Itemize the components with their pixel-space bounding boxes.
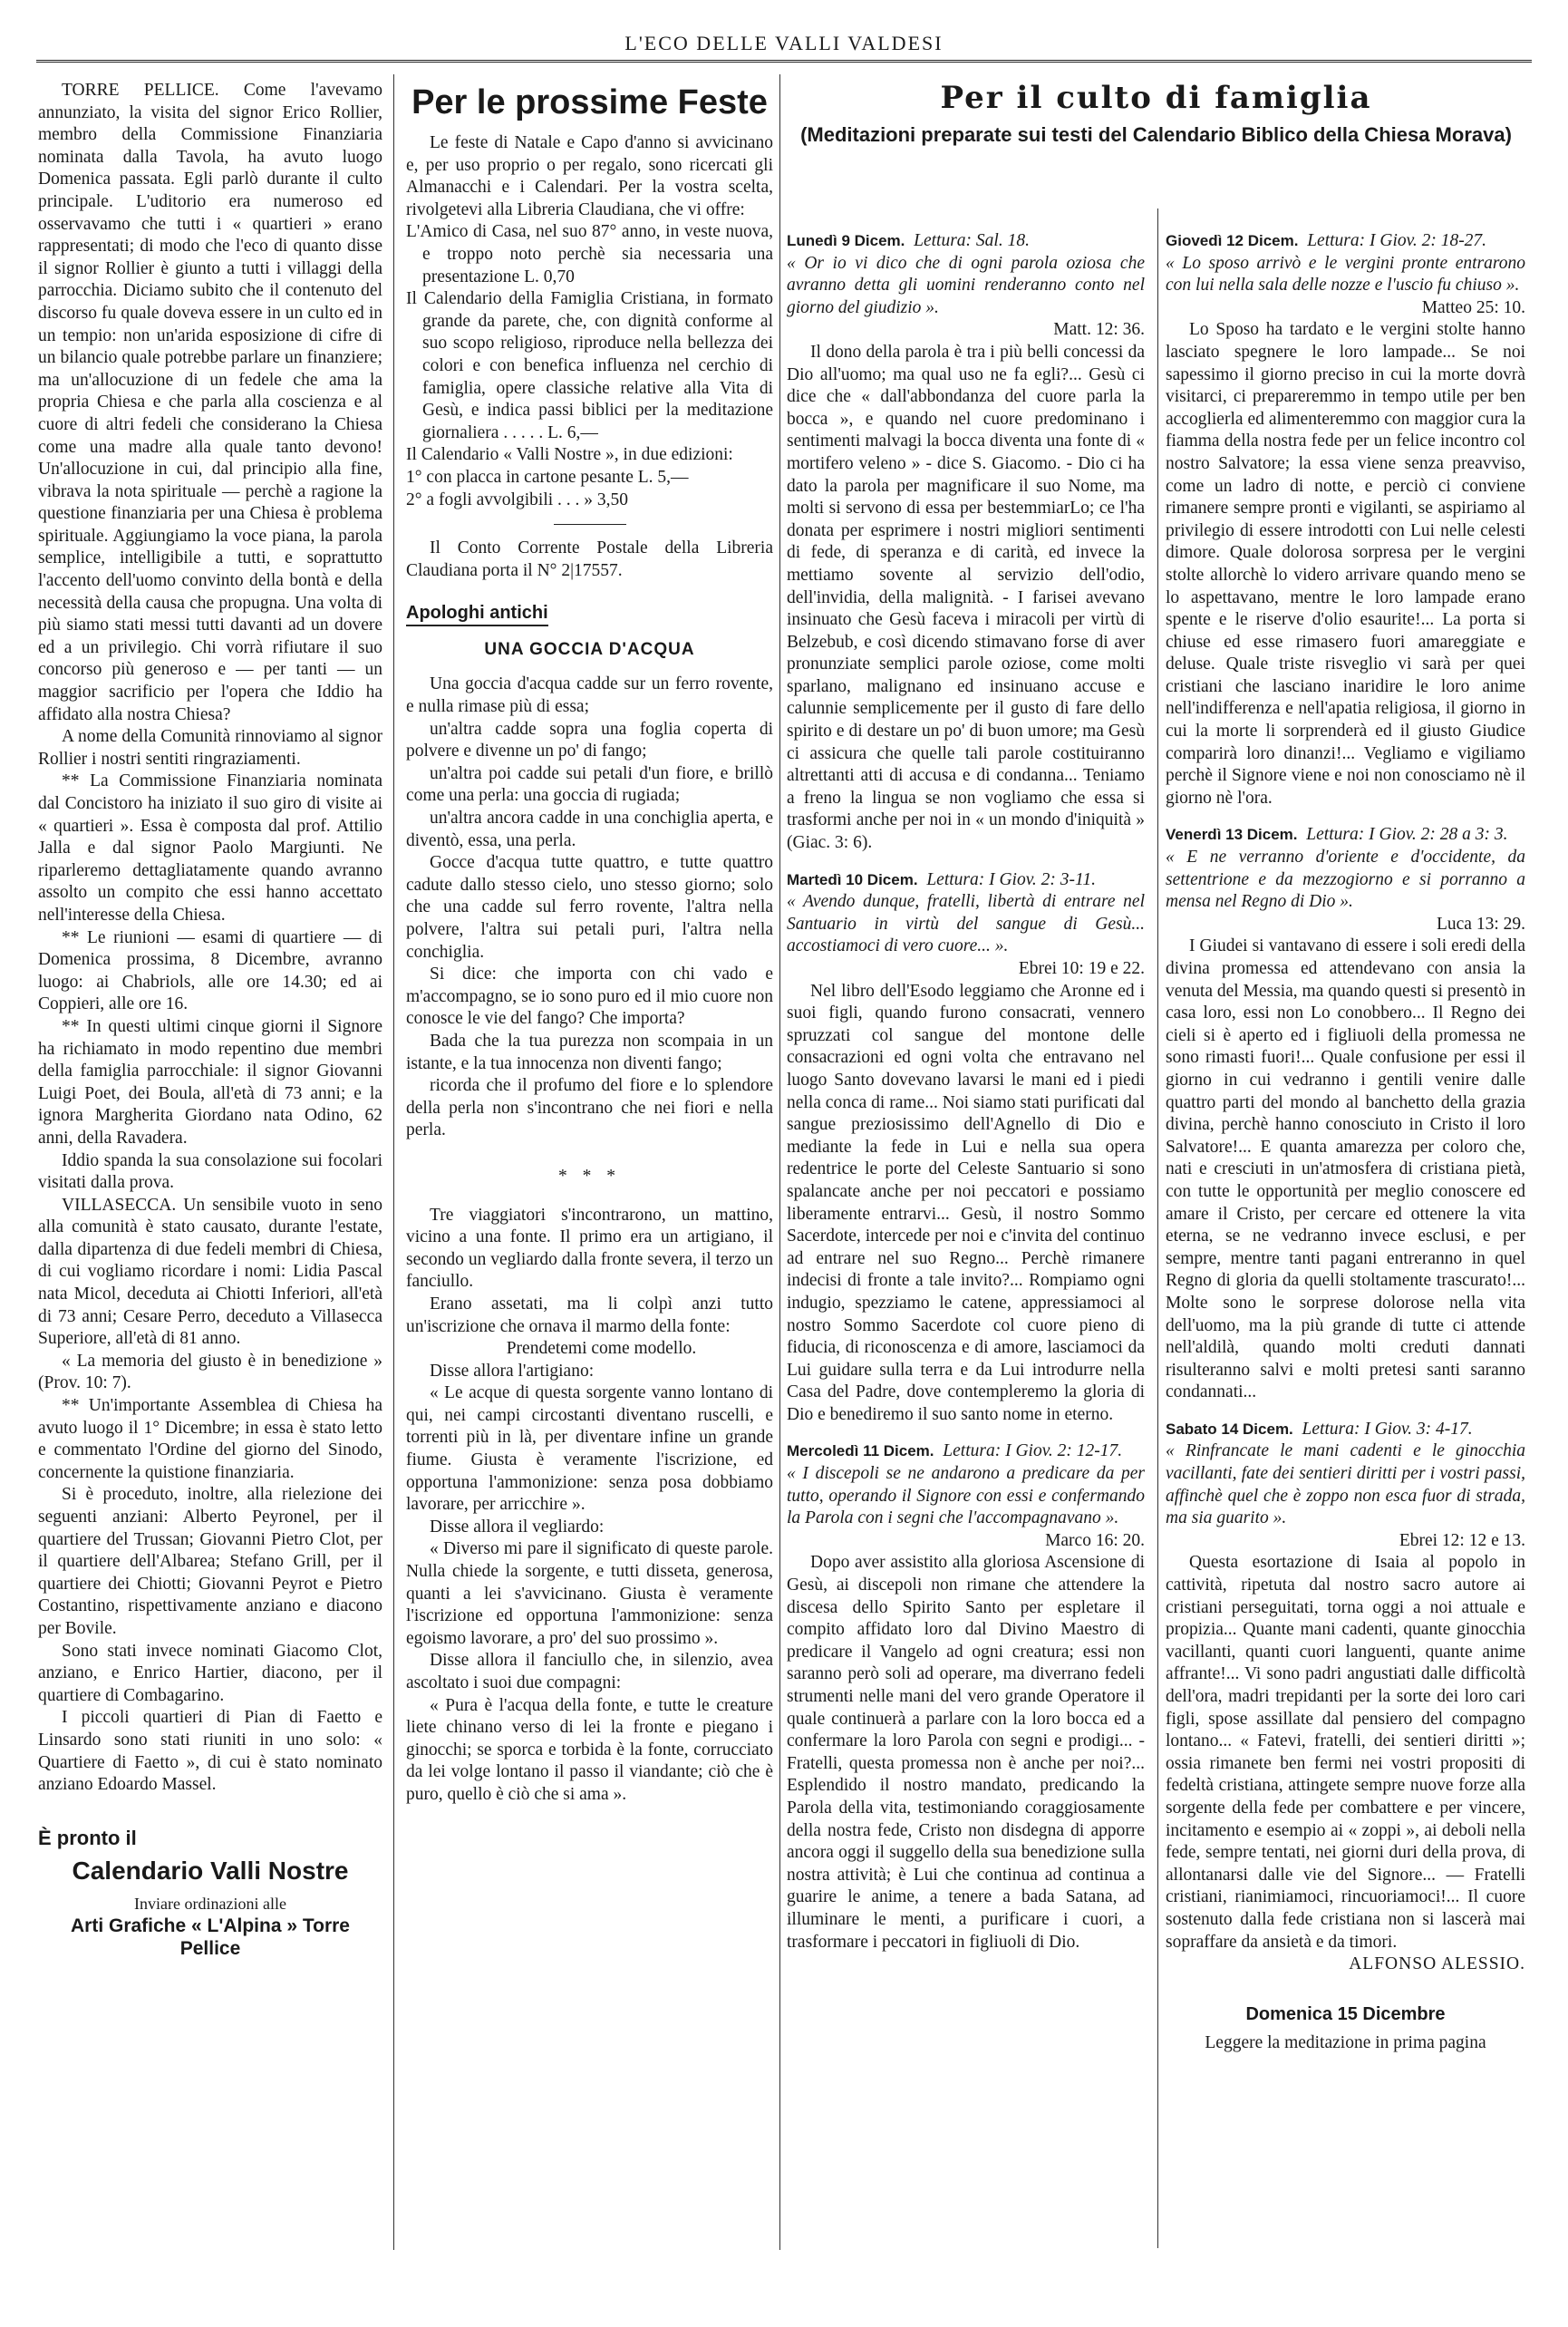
paragraph: « La memoria del giusto è in benedizione » (Prov. 10: 7).: [38, 1351, 382, 1393]
paragraph: VILLASECCA. Un sensibile vuoto in seno alla comunità è stato causato, durante l'estate, dalla dipartenza di due fedeli membri di Chiesa, di cui vogliamo ricordare i nomi: Lidia Pascal nata Micol, deceduta ai Chiotti Inferiori, all'età di 73 anni; Cesare Perro, deceduto a Villasecca Superiore, all'età di 81 anno.: [38, 1195, 382, 1349]
reading: Lettura: I Giov. 2: 3-11.: [926, 869, 1096, 889]
paragraph: Bada che la tua purezza non scompaia in un istante, e la tua innocenza non diventi fango;: [406, 1031, 773, 1073]
reading: Lettura: I Giov. 3: 4-17.: [1302, 1419, 1473, 1439]
author-signature: ALFONSO ALESSIO.: [1349, 1954, 1525, 1974]
ad-publisher: Arti Grafiche « L'Alpina » Torre Pellice: [70, 1915, 350, 1959]
paragraph: « Le acque di questa sorgente vanno lontano di qui, nei campi circostanti diventano ruscelli, e torrenti più in là, per diventare infine un grande fiume. Giusta è veramente l'iscrizione, ed opportuna l'ammonizione: senza posa dobbiamo lavorare, per arricchire ».: [406, 1383, 773, 1515]
column-rule: [779, 74, 780, 2250]
sunday-title: Domenica 15 Dicembre: [1245, 2003, 1446, 2024]
reference: Ebrei 12: 12 e 13.: [1399, 1530, 1525, 1550]
paragraph: Le feste di Natale e Capo d'anno si avvicinano e, per uso proprio o per regalo, sono ricercati gli Almanacchi e i Calendari. Per la vostra scelta, rivolgetevi alla Libreria Claudiana, che vi offre:: [406, 133, 773, 219]
reference: Marco 16: 20.: [1045, 1530, 1145, 1550]
paragraph: Si dice: che importa con chi vado e m'accompagno, se io sono puro ed il mio cuore non conosce le vie del fango? Che importa?: [406, 965, 773, 1029]
column-feste: [406, 80, 773, 2283]
meditation-text: I Giudei si vantavano di essere i soli eredi della divina promessa ed attendevano con ansia la venuta del Messia, ma quando questi si presentò in casa loro, essi non Lo conobbero... Il Regno dei cieli si è aperto ed i figliuoli della promessa ne sono rimasti fuori!... Quale confusione per essi il giorno in cui vedranno i gentili venire dalle quattro parti del mondo al banchetto della grazia divina, perchè hanno conosciuto in Cristo il loro Salvatore!... E quanta amarezza per coloro che, nati e cresciuti in un'atmosfera di cristiana pietà, con tutte le opportunità per meglio conoscere ed amare il Cristo, per cercare ed ottenere la vita eterna, se ne vedranno invece esclusi, e per sempre, mentre tanti pagani entreranno in quel Regno di gloria da quelli stoltamente trascurato!... Molte sono le sorprese dolorose nella vita dell'uomo, ma la più grande di tutte ci attende nell'aldilà, quando molti creduti dannati risulteranno salvi e molti pretesi santi saranno condannati...: [1166, 936, 1525, 1402]
paragraph: ** In questi ultimi cinque giorni il Signore ha richiamato in modo repentino due membri della famiglia parrocchiale: il signor Giovanni Luigi Poet, dei Boula, all'età di 73 anni; e la ignora Margherita Giordano nata Odino, 62 anni, della Ravadera.: [38, 1016, 382, 1148]
meditation-text: Lo Sposo ha tardato e le vergini stolte hanno lasciato spegnere le loro lampade... Se noi sapessimo il giorno preciso in cui la morte dovrà visitarci, ci prepareremmo in tempo utile per ben accoglierla ed alimenteremmo con maggior cura la fiamma della nostra fede per un felice incontro col nostro Salvatore; la essa viene senza preavviso, come un ladro di notte, e perciò ci conviene rimanere sempre pronti e vigilanti, se aspiriamo al privilegio di essere introdotti con Lui nelle celesti dimore. Quale dolorosa sorpresa per le vergini stolte allorchè lo videro arrivare quando meno se lo aspettavano, mentre le loro lampade erano spente e le riserve d'olio esaurite!... La porta si chiuse ed esse rimasero fuori amareggiate e deluse. Quale triste risveglio vi sarà per quei cristiani che lasciano inaridire le loro anime nell'indifferenza e nell'apatia religiosa, il giorno in cui la morte li sorprenderà ed il giusto Giudice comparirà loro dinanzi!... Vegliamo e vigiliamo perchè il Signore viene e noi non conosciamo nè il giorno nè l'ora.: [1166, 320, 1525, 808]
paragraph: « Pura è l'acqua della fonte, e tutte le creature liete chinano verso di lei la fronte e piegano i ginocchi; se sporca e torbida è la fonte, corrucciato da lei volge lontano il passo il viandante; ciò che è puro, quello è ciò che si ama ».: [406, 1695, 773, 1804]
paragraph: un'altra ancora cadde in una conchiglia aperta, e diventò, essa, una perla.: [406, 809, 773, 850]
article-title: Per il culto di famiglia: [940, 80, 1372, 116]
reading: Lettura: I Giov. 2: 18-27.: [1307, 231, 1487, 250]
paragraph: Disse allora il vegliardo:: [430, 1517, 605, 1537]
paragraph: Una goccia d'acqua cadde sur un ferro rovente, e nulla rimase più di essa;: [406, 674, 773, 717]
meditation-day: [1166, 1419, 1525, 1954]
paragraph: ** Un'importante Assemblea di Chiesa ha avuto luogo il 1° Dicembre; in essa è stato letto e commentato l'Ordine del giorno del Sinodo, concernente la quistione finanziaria.: [38, 1396, 382, 1482]
paragraph: Gocce d'acqua tutte quattro, e tutte quattro cadute dallo stesso cielo, uno stesso giorno; solo che una cadde sul ferro rovente, l'altra nella polvere, l'altra sui petali puri, l'altra nella conchiglia.: [406, 853, 773, 962]
section-stars: * * *: [558, 1166, 621, 1186]
reference: Matteo 25: 10.: [1421, 297, 1525, 317]
column-rule: [393, 74, 394, 2250]
day-label: Venerdì 13 Dicem.: [1166, 826, 1298, 844]
verse: « Rinfrancate le mani cadenti e le ginocchia vacillanti, fate dei sentieri diritti per i vostri passi, affinchè quel che è zoppo non esca fuor di strada, ma sia guarito ».: [1166, 1441, 1525, 1528]
day-label: Mercoledì 11 Dicem.: [787, 1442, 934, 1460]
paragraph: un'altra cadde sopra una foglia coperta di polvere e divenne un po' di fango;: [406, 719, 773, 761]
verse: « Or io vi dico che di ogni parola oziosa che avranno detta gli uomini renderanno conto nel giorno del giudizio ».: [787, 253, 1145, 317]
reference: Luca 13: 29.: [1436, 914, 1525, 934]
story-title: UNA GOCCIA D'ACQUA: [484, 639, 695, 659]
paragraph: ** Le riunioni — esami di quartiere — di Domenica prossima, 8 Dicembre, avranno luogo: ai Chabriols, alle ore 14.30; ed ai Coppieri, alle ore 16.: [38, 927, 382, 1014]
meditation-day: [787, 869, 1145, 1427]
day-label: Giovedì 12 Dicem.: [1166, 232, 1299, 249]
list-item: 1° con placca in cartone pesante L. 5,—: [406, 467, 689, 487]
section-title: Apologhi antichi: [406, 602, 548, 626]
ad-line: È pronto il: [38, 1826, 137, 1849]
column-local-news: [38, 80, 382, 2283]
paragraph: Erano assetati, ma li colpì anzi tutto un'iscrizione che ornava il marmo della fonte:: [406, 1294, 773, 1336]
list-item: Il Calendario della Famiglia Cristiana, in formato grande da parete, che, con dignità conforme al suo scopo religioso, riproduce nella bellezza dei colori e con benefica influenza nel cerchio di famiglia, opere classiche relative alla Vita di Gesù, e indica passi biblici per la meditazione giornaliera . . . . . L. 6,—: [406, 289, 773, 442]
paragraph: I piccoli quartieri di Pian di Faetto e Linsardo sono stati riuniti in uno solo: « Quartiere di Faetto », di cui è stato nominato anziano Edoardo Massel.: [38, 1708, 382, 1795]
paragraph: Disse allora il fanciullo che, in silenzio, avea ascoltato i suoi due compagni:: [406, 1651, 773, 1692]
reference: Matt. 12: 36.: [1053, 320, 1145, 340]
masthead: L'ECO DELLE VALLI VALDESI: [36, 27, 1532, 63]
list-item: 2° a fogli avvolgibili . . . » 3,50: [406, 490, 629, 509]
article-title: Per le prossime Feste: [411, 83, 768, 121]
list-item: L'Amico di Casa, nel suo 87° anno, in veste nuova, e troppo noto perchè sia necessaria una presentazione L. 0,70: [406, 222, 773, 286]
paragraph: TORRE PELLICE. Come l'avevamo annunziato, la visita del signor Erico Rollier, membro della Commissione Finanziaria nominata dalla Tavola, ha avuto luogo Domenica passata. Egli parlò durante il culto principale. L'uditorio era numeroso ed osservavamo che tutti i « quartieri » erano rappresentati; di modo che l'eco di quanto disse il signor Rollier è giunto a tutti i villaggi della parrocchia. Diciamo subito che il contenuto del discorso fu quale doveva essere in un culto ed in un tempio: non un'arida esposizione di cifre di un bilancio quale potrebbe parlare un finanziere; ma un'allocuzione di un fedele che ama la propria Chiesa e che parla alla coscienza e al cuore di altri fedeli che considerano la Chiesa come una madre alla quale tanto devono! Un'allocuzione in cui, dal principio alla fine, vibrava la nota spirituale — perchè a ragione la questione finanziaria per una Chiesa è problema spirituale. Aggiungiamo la voce piana, la parola semplice, intelligibile a tutti, e soprattutto l'accento dell'uomo convinto della bontà e della necessità della causa che propugna. Una volta di più siamo stati messi tutti davanti ad un dovere ed a un privilegio. Chi vorrà rifiutare il suo concorso più generoso e — per tanti — un maggior sacrificio per l'opera che Iddio ha affidato alla nostra Chiesa?: [38, 81, 382, 724]
verse: « Lo sposo arrivò e le vergini pronte entrarono con lui nella sala delle nozze e l'uscio fu chiuso ».: [1166, 253, 1525, 296]
meditations-left: [787, 216, 1145, 1954]
day-label: Lunedì 9 Dicem.: [787, 232, 905, 249]
reading: Lettura: I Giov. 2: 28 a 3: 3.: [1306, 825, 1508, 845]
meditation-text: Questa esortazione di Isaia al popolo in cattività, ripetuta dal nostro sacro autore ai cristiani perseguitati, torna oggi a noi attuale e propizia... Quante mani cadenti, quante ginocchia vacillanti, quanti cuori languenti, quante anime affrante!... Vi sono padri angustiati dalle difficoltà dell'ora, madri trepidanti per la sorte dei loro cari figli, spose assillate dal pensiero del compagno lontano... « Fatevi, fratelli, dei sentieri diritti »; ossia rimanete ben fermi nei vostri propositi di fedeltà cristiana, attingete sempre nuove forze alla sorgente della fede per combattere e per vincere, incitamento e esempio ai « zoppi », ai deboli nella fede, sempre tentati, nei giorni duri della prova, di allontanarsi dalle vie del Signore... — Fratelli cristiani, rianimiamoci, rincuoriamoci!... Il cuore sostenuto dalla fede cristiana non si lascerà mai sopraffare da ansietà e da timori.: [1166, 1553, 1525, 1952]
meditation-day: [787, 230, 1145, 855]
day-label: Sabato 14 Dicem.: [1166, 1420, 1293, 1438]
meditation-day: [1166, 824, 1525, 1403]
meditation-text: Dopo aver assistito alla gloriosa Ascensione di Gesù, ai discepoli non rimane che attendere la discesa dello Spirito Santo per espletare il compito affidato loro dal Divino Maestro di predicare il Vangelo ad ogni creatura; essi non saranno però soli ad operare, ma diverrano fedeli strumenti nelle mani del vero grande Operatore il quale continuerà a parlare con la loro bocca ed a confermare la loro Parola con segni e prodigi... - Fratelli, questa promessa non è anche per noi?... Esplendido il nostro mandato, predicando la Parola della vita, testimoniando coraggiosamente della nostra fede, Cristo non disdegna di apporre ancora oggi il suggello della sua benedizione sulla nostra attività; è Lui che continua ad continua a guarire le anime, a tenere a bada Satana, ad illuminare le menti, a purificare i cuori, a trasformare i peccatori in figliuoli di Dio.: [787, 1553, 1145, 1952]
meditations-right: [1166, 216, 1525, 2055]
verse: « E ne verranno d'oriente e d'occidente, da settentrione e da mezzogiorno e si porranno a mensa nel Regno di Dio ».: [1166, 848, 1525, 912]
paragraph: ricorda che il profumo del fiore e lo splendore della perla non s'incontrano che nei fiori e nella perla.: [406, 1076, 773, 1140]
meditation-day: [1166, 230, 1525, 810]
paragraph: ** La Commissione Finanziaria nominata dal Concistoro ha iniziato il suo giro di visite ai « quartieri ». Essa è composta dal prof. Attilio Jalla e dal signor Paolo Margiunti. Ne riparleremo dettagliatamente quando avranno assolto un compito che essi hanno accettato nell'interesse della Chiesa.: [38, 771, 382, 925]
paragraph: Tre viaggiatori s'incontrarono, un mattino, vicino a una fonte. Il primo era un artigiano, il secondo un vegliardo dalla fronte severa, il terzo un fanciullo.: [406, 1205, 773, 1292]
paragraph: Sono stati invece nominati Giacomo Clot, anziano, e Enrico Hartier, diacono, per il quartiere di Combagarino.: [38, 1641, 382, 1705]
reference: Ebrei 10: 19 e 22.: [1018, 959, 1145, 978]
divider: [554, 524, 626, 525]
sunday-note: Leggere la meditazione in prima pagina: [1205, 2033, 1486, 2053]
meditation-text: Nel libro dell'Esodo leggiamo che Aronne ed i suoi figli, quando furono consacrati, vennero spruzzati col sangue del montone delle consacrazioni ed ogni volta che entravano nel luogo Santo dovevano lavarsi le mani ed i piedi nella conca di rame... Noi siamo stati purificati dal sangue preziosissimo dell'Agnello di Dio e mediante la fede in Lui e nella sua opera redentrice le porte del Celeste Santuario si sono spalancate anche per noi peccatori e possiamo liberamente entrarvi... Gesù, il nostro Sommo Sacerdote, intercede per noi e c'invita del continuo ad entrare nel suo Regno... Perchè rimanere indecisi di fronte a tale invito?... Rompiamo ogni indugio, spezziamo le catene, appressiamoci al nostro Sommo Sacerdote col cuore pieno di fiducia, di riconoscenza e di amore, lasciamoci da Lui guidare sulla terra e da Lui introdurre nella Casa del Padre, dove contempleremo la gloria di Dio e benediremo il suo santo nome in eterno.: [787, 981, 1145, 1424]
inscription: Prendetemi come modello.: [506, 1339, 697, 1359]
paragraph: Il Conto Corrente Postale della Libreria Claudiana porta il N° 2|17557.: [406, 538, 773, 580]
list-item: Il Calendario « Valli Nostre », in due edizioni:: [406, 445, 733, 465]
ad-line: Inviare ordinazioni alle: [134, 1895, 286, 1914]
reading: Lettura: I Giov. 2: 12-17.: [943, 1441, 1123, 1461]
column-culto-famiglia: [787, 80, 1525, 2292]
meditation-text: Il dono della parola è tra i più belli concessi da Dio all'uomo; ma qual uso ne fa egli?... Gesù ci dice che « dall'abbondanza del cuore parla la bocca », e quando nel cuore predominano i sentimenti malvagi la bocca diventa una fonte di « mortifero veleno » - dice S. Giacomo. - Dio ci ha dato la parola per magnificare il suo Nome, ma molti si servono di essa per bestemmiarLo; ce l'ha donata per esprimere i nostri migliori sentimenti di fede, di speranza e di carità, ed invece la mettiamo sovente al servizio dell'odio, dell'invidia, della malignità. - I farisei avevano insinuato che Gesù faceva i miracoli per virtù di Belzebub, e così dicendo stimavano forse di aver pronunziate semplici parole oziose, come molti sparlano, malignano ed insinuano accuse e calunnie semplicemente per il gusto di fare dello spirito e di destare un po' di buon umore; ma Gesù ci assicura che quelle tali parole costituiranno altrettanti atti di accusa e di condanna... Teniamo a freno la lingua se non vogliamo che essa si trasformi anche per noi in « un mondo d'iniquità » (Giac. 3: 6).: [787, 342, 1145, 853]
verse: « Avendo dunque, fratelli, libertà di entrare nel Santuario in virtù del sangue di Gesù... accostiamoci di vero cuore... ».: [787, 892, 1145, 956]
offer-list: [406, 221, 773, 511]
reading: Lettura: Sal. 18.: [914, 231, 1030, 250]
day-label: Martedì 10 Dicem.: [787, 870, 918, 888]
paragraph: Si è proceduto, inoltre, alla rielezione dei seguenti anziani: Alberto Peyronel, per il quartiere del Trussan; Giovanni Pietro Clot, per il quartiere dell'Albarea; Stefano Grill, per il quartiere dei Chiotti; Giovanni Peyrot e Pietro Costantino, rispettivamente anziano e diacono per Bovile.: [38, 1485, 382, 1638]
calendar-advertisement: [38, 1828, 382, 1960]
meditation-day: [787, 1440, 1145, 1954]
paragraph: « Diverso mi pare il significato di queste parole. Nulla chiede la sorgente, e tutti disseta, generosa, quanti a lei s'avvicinano. Giusta è veramente l'iscrizione ed opportuna l'ammonizione: senza egoismo lavorare, a pro' del suo prossimo ».: [406, 1539, 773, 1648]
paragraph: Disse allora l'artigiano:: [430, 1361, 595, 1381]
article-subtitle: (Meditazioni preparate sui testi del Calendario Biblico della Chiesa Morava): [800, 123, 1512, 146]
paragraph: un'altra poi cadde sui petali d'un fiore, e brillò come una perla: una goccia di rugiada;: [406, 763, 773, 806]
ad-title: Calendario Valli Nostre: [72, 1857, 349, 1886]
verse: « I discepoli se ne andarono a predicare da per tutto, operando il Signore con essi e confermando la Parola con i segni che l'accompagnavano ».: [787, 1464, 1145, 1528]
paragraph: Iddio spanda la sua consolazione sui focolari visitati dalla prova.: [38, 1150, 382, 1193]
paragraph: A nome della Comunità rinnoviamo al signor Rollier i nostri sentiti ringraziamenti.: [38, 727, 382, 769]
